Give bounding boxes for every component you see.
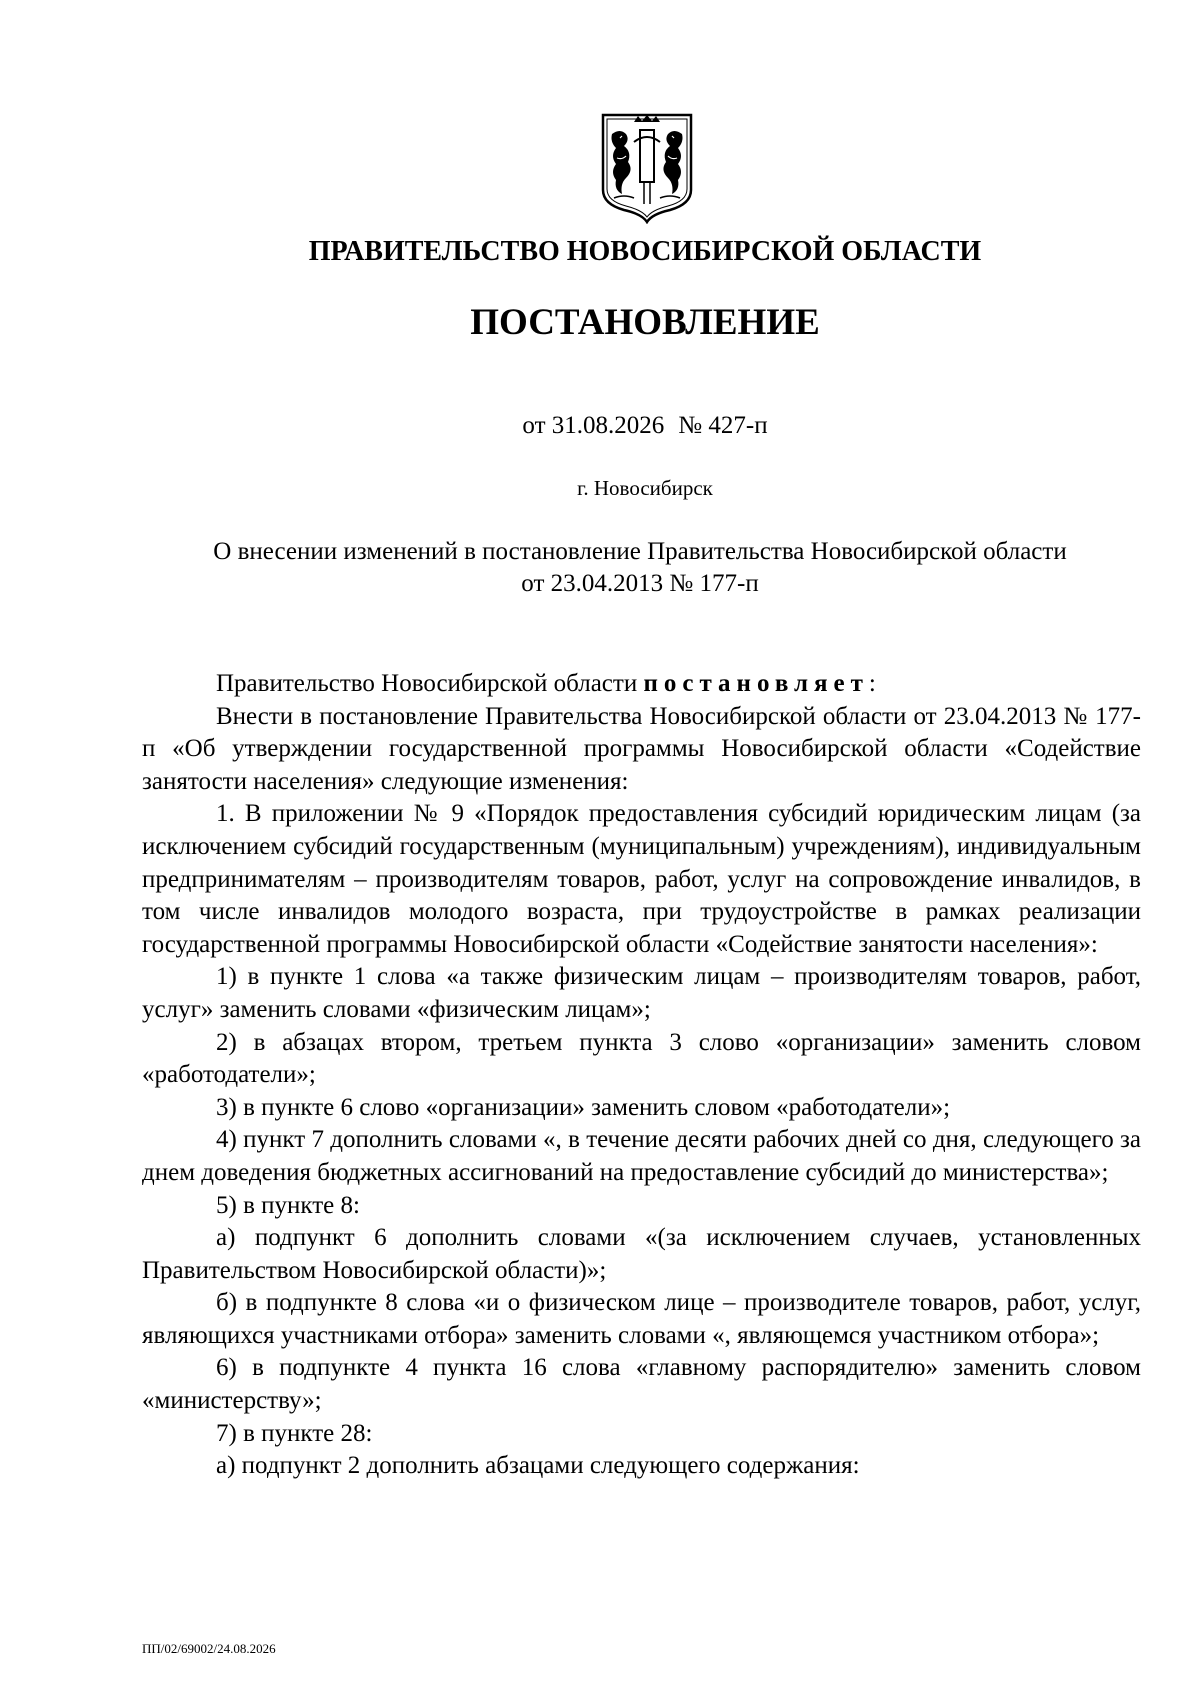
body-paragraph: Внести в постановление Правительства Новосибирской области от 23.04.2013 № 177-п «Об утверждении государственной программы Новосибирской области «Содействие занятости населения» следующие изменения: [142,702,1141,795]
body-paragraph: а) подпункт 6 дополнить словами «(за исключением случаев, установленных Правительством Новосибирской области)»; [142,1224,1141,1284]
body-paragraph: 6) в подпункте 4 пункта 16 слова «главному распорядителю» заменить словом «министерству»; [142,1354,1141,1415]
coat-of-arms-icon [600,112,694,224]
decree-keyword: постановляет [643,670,869,697]
document-number: № 427-п [678,412,768,439]
body-paragraph: 1. В приложении № 9 «Порядок предоставления субсидий юридическим лицам (за исключением субсидий государственным (муниципальным) учреждениям), индивидуальным предпринимателям – производителям товаров, работ, услуг на сопровождение инвалидов, в том числе инвалидов молодого возраста, при трудоустройстве в рамках реализации государственной программы Новосибирской области «Содействие занятости населения»: [142,800,1141,958]
document-date: от 31.08.2026 [522,412,665,439]
document-title [140,536,1140,600]
document-title-line: О внесении изменений в постановление Правительства Новосибирской области [213,538,1067,565]
document-city: г. Новосибирск [577,476,713,500]
decree-intro [142,668,1141,701]
body-paragraph: б) в подпункте 8 слова «и о физическом лице – производителе товаров, работ, услуг, являющихся участниками отбора» заменить словами «, являющемся участником отбора»; [142,1289,1141,1349]
document-title-line: от 23.04.2013 № 177-п [521,570,759,597]
body-paragraph: 7) в пункте 28: [216,1419,373,1447]
body-paragraph: 4) пункт 7 дополнить словами «, в течение десяти рабочих дней со дня, следующего за днем доведения бюджетных ассигнований на предоставление субсидий до министерства»; [142,1126,1141,1186]
document-footer-code: ПП/02/69002/24.08.2026 [142,1641,276,1656]
body-paragraph: 3) в пункте 6 слово «организации» заменить словом «работодатели»; [216,1093,951,1121]
decree-intro-colon: : [868,670,876,697]
document-date-number [0,410,1200,442]
body-paragraph: 1) в пункте 1 слова «а также физическим лицам – производителям товаров, работ, услуг» заменить словами «физическим лицам»; [142,963,1141,1023]
document-type: ПОСТАНОВЛЕНИЕ [470,302,820,343]
decree-intro-text: Правительство Новосибирской области [216,670,644,697]
body-paragraph: а) подпункт 2 дополнить абзацами следующего содержания: [216,1452,860,1480]
body-paragraph: 5) в пункте 8: [216,1191,360,1219]
body-paragraph: 2) в абзацах втором, третьем пункта 3 слово «организации» заменить словом «работодатели»; [142,1028,1141,1089]
organization-name: ПРАВИТЕЛЬСТВО НОВОСИБИРСКОЙ ОБЛАСТИ [308,236,982,267]
document-body [142,668,1141,1483]
